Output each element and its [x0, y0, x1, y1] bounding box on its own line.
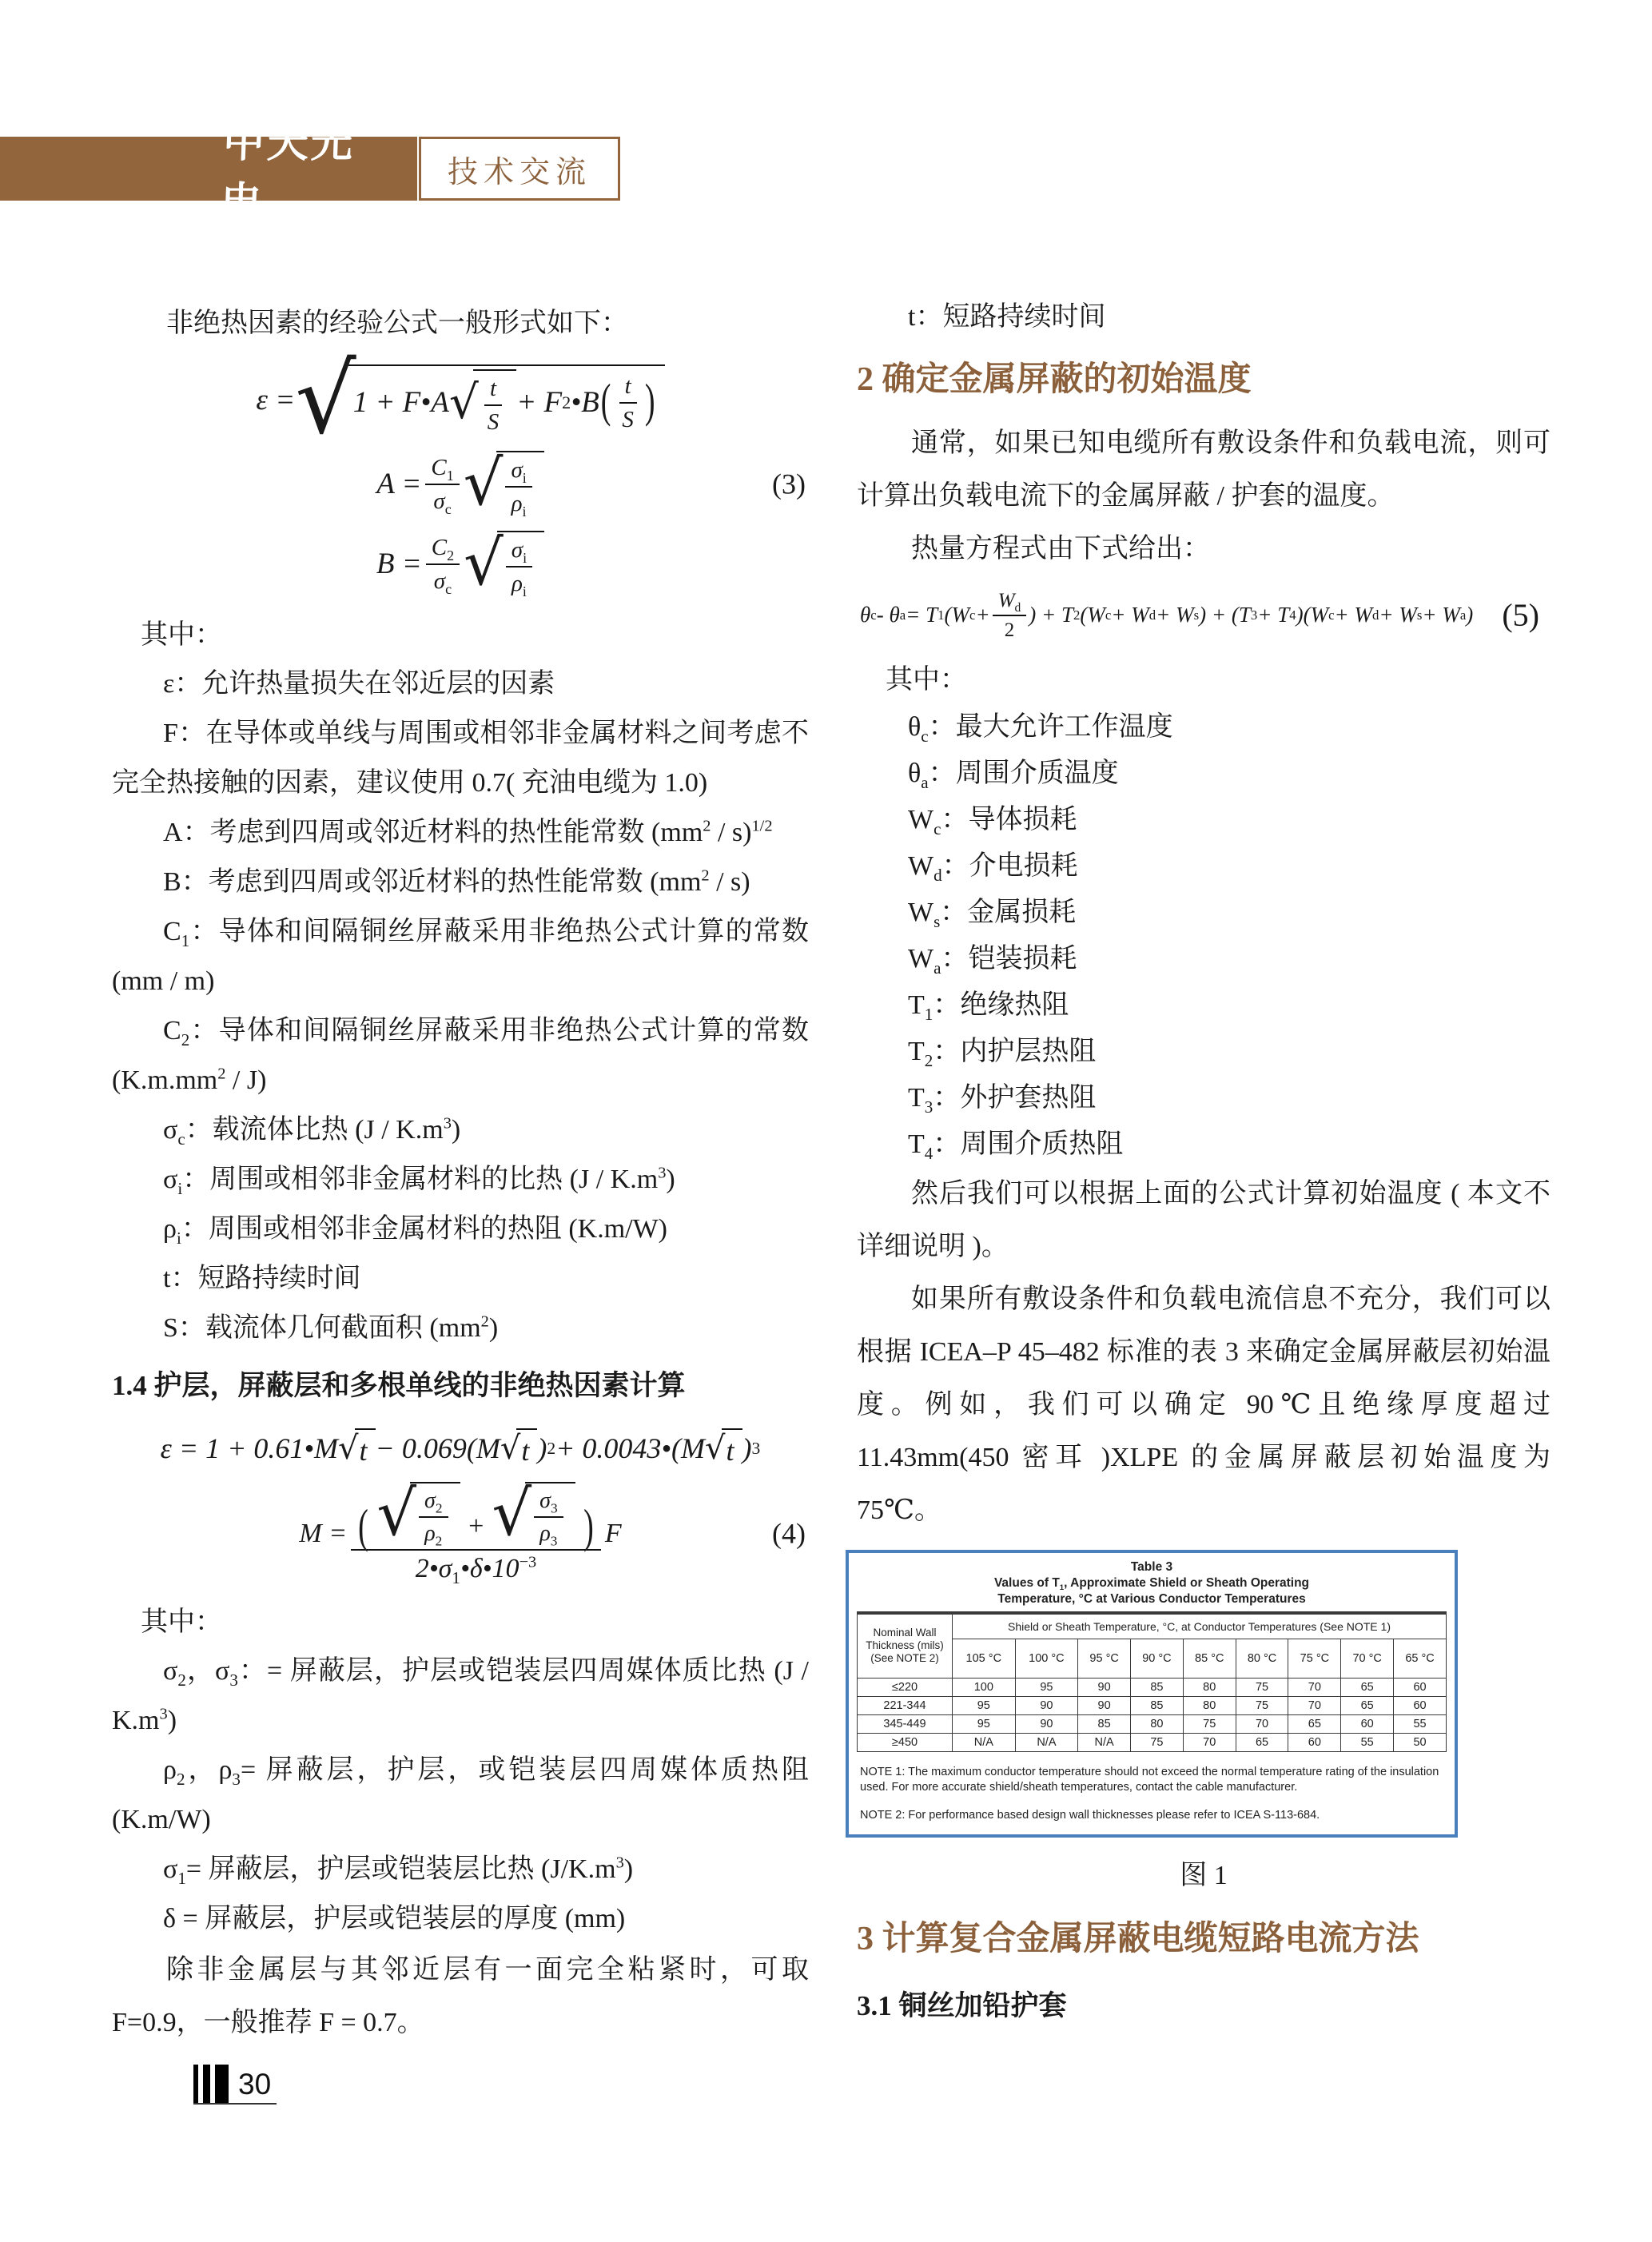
table3-note2: NOTE 2: For performance based design wall thicknesses please refer to ICEA S-113-684.: [860, 1808, 1320, 1822]
table3: [857, 1614, 1447, 1752]
page-marker-bar-icon: [215, 2065, 229, 2103]
section-3-heading: 3 计算复合金属屏蔽电缆短路电流方法: [857, 1920, 1419, 1957]
definition-Ws: $W_s$：金属损耗: [908, 897, 1077, 931]
section-2-heading: 2 确定金属屏蔽的初始温度: [857, 361, 1252, 398]
page-marker-bar-icon: [193, 2065, 198, 2103]
right-column: [857, 294, 1550, 2037]
intro-line: 非绝热因素的经验公式一般形式如下：: [166, 309, 628, 338]
sqrt-icon: √ t: [705, 1428, 742, 1469]
definition-T2: $T_2$：内护层热阻: [908, 1036, 1097, 1070]
equation-3-line-3: B = $\frac{C_2}{\sigma_c}$ √ $\frac{\sigma_i}{\rho_i}$: [112, 531, 809, 599]
definition-F: F：在导体或单线与周围或相邻非金属材料之间考虑不完全热接触的因素，建议使用 0.7( 充油电缆为 1.0): [112, 718, 809, 798]
table3-corner-header: Nominal Wall Thickness (mils) (See NOTE 2): [858, 1614, 953, 1678]
paragraph: 如果所有敷设条件和负载电流信息不充分，我们可以根据 ICEA–P 45–482 标准的表 3 来确定金属屏蔽层初始温度。例如，我们可以确定 90℃且绝缘厚度超过 11.43mm(450 密耳 )XLPE 的金属屏蔽层初始温度为 75℃。: [857, 1284, 1550, 1525]
definition-T1: $T_1$：绝缘热阻: [908, 990, 1069, 1024]
page-number: 30: [238, 2068, 272, 2101]
equation-number: (4): [772, 1517, 806, 1550]
equation-4-line-1: ε = 1 + 0.61•M √ t − 0.069( M √ t ) 2 + 0.0043•( M √ t ) 3: [112, 1428, 809, 1469]
sqrt-icon: √ $\frac{\sigma_2}{\rho_2}$: [376, 1482, 460, 1547]
table3-figure: [846, 1550, 1458, 1838]
table-row: ≥450 N/A N/A N/A 75 70 65 60 55 50: [858, 1733, 1447, 1751]
equation-number: (5): [1502, 597, 1539, 634]
qizhong-label: 其中：: [141, 1607, 222, 1638]
table-row: 221-344 95 90 90 85 80 75 70 65 60: [858, 1696, 1447, 1714]
sqrt-icon: √ $\frac{t}{S}$: [449, 369, 516, 437]
equation-3-line-2: A = $\frac{C_1}{\sigma_c}$ √ $\frac{\sigma_i}{\rho_i}$ (3): [376, 447, 806, 520]
qizhong-label: 其中：: [886, 664, 967, 695]
sqrt-icon: √ $\frac{\sigma_i}{\rho_i}$: [464, 531, 544, 599]
definition-t: t：短路持续时间: [163, 1263, 361, 1293]
equation-number: (3): [772, 468, 806, 500]
definition-T3: $T_3$：外护套热阻: [908, 1082, 1097, 1117]
figure-caption: 图 1: [1180, 1860, 1228, 1890]
brand-logo: 中天光电: [220, 121, 356, 226]
definition-t-continued: t：短路持续时间: [908, 302, 1106, 332]
table3-title-line3: Temperature, °C at Various Conductor Temperatures: [997, 1591, 1306, 1606]
definition-sigma-i: $\sigma_i$：周围或相邻非金属材料的比热 $(J / K.m^3)$: [163, 1164, 675, 1198]
section-1-4-heading: 1.4 护层，屏蔽层和多根单线的非绝热因素计算: [112, 1369, 686, 1401]
definition-C2: $C_2$：导体和间隔铜丝屏蔽采用非绝热公式计算的常数 $(K.m.mm^2 / J)$: [112, 1015, 809, 1095]
table-row: 345-449 95 90 85 80 75 70 65 60 55: [858, 1714, 1447, 1733]
sqrt-icon: √ $\frac{\sigma_3}{\rho_3}$: [492, 1482, 575, 1547]
page-number-rule: [193, 2103, 277, 2105]
sqrt-icon: √ t: [500, 1428, 538, 1469]
equation-3: [112, 344, 809, 600]
definition-theta-a: $\theta_a$：周围介质温度: [908, 758, 1119, 792]
table3-span-header: Shield or Sheath Temperature, °C, at Conductor Temperatures (See NOTE 1): [953, 1614, 1447, 1639]
definition-rho-i: $\rho_i$：周围或相邻非金属材料的热阻 (K.m/W): [163, 1213, 668, 1248]
page-marker-bar-icon: [203, 2065, 210, 2103]
table-row: ≤220 100 95 90 85 80 75 70 65 60: [858, 1678, 1447, 1696]
paragraph: 热量方程式由下式给出：: [911, 534, 1210, 563]
definition-sigma-1: $\sigma_1=$ 屏蔽层，护层或铠装层比热 $(J/K.m^3)$: [163, 1854, 634, 1888]
equation-3-line-1: ε = √ 1 + F•A √ $\frac{t}{S}$ + F 2 •B ( $\frac{t}{S}$ ): [112, 363, 809, 438]
table3-title-line2: Values of $T_1$, Approximate Shield or Sheath Operating: [993, 1575, 1310, 1592]
definition-Wc: $W_c$：导体损耗: [908, 804, 1077, 838]
definition-delta: δ = 屏蔽层，护层或铠装层的厚度 (mm): [163, 1904, 626, 1934]
definition-Wd: $W_d$：介电损耗: [908, 850, 1078, 885]
definition-S: S：载流体几何截面积 $(mm^2)$: [163, 1312, 499, 1343]
definition-A: A：考虑到四周或邻近材料的热性能常数 $(mm^2 / s)^{1/2}$: [163, 817, 773, 847]
equation-4: [112, 1428, 809, 1587]
definition-theta-c: $\theta_c$：最大允许工作温度: [908, 711, 1173, 746]
equation-5: θ c - θ a = T 1 (W c + $\frac{W_d}{2}$ ) + T 2 (W c + W d + W s ) + (T 3 + T 4 )(W c + W d + W s + W a ) (5): [860, 590, 1539, 642]
definition-epsilon: ε：允许热量损失在邻近层的因素: [163, 668, 555, 699]
definition-sigma-23: $\sigma_2$，$\sigma_3$：= 屏蔽层，护层或铠装层四周媒体质比热 $(J / K.m^3)$: [112, 1656, 809, 1736]
paragraph: 然后我们可以根据上面的公式计算初始温度 ( 本文不详细说明 )。: [857, 1178, 1550, 1261]
sqrt-icon: √ 1 + F•A √ $\frac{t}{S}$ + F 2 •B ( $\frac{t}{S}$ ): [295, 363, 664, 438]
sqrt-icon: √ t: [338, 1428, 376, 1469]
closing-paragraph: 除非金属层与其邻近层有一面完全粘紧时，可取 F=0.9，一般推荐 F = 0.7。: [112, 1955, 809, 2038]
qizhong-label: 其中：: [141, 619, 222, 650]
column-tag: 技术交流: [419, 137, 620, 201]
definition-Wa: $W_a$：铠装损耗: [908, 943, 1077, 978]
section-3-1-heading: 3.1 铜丝加铅护套: [857, 1989, 1067, 2021]
page-marker-bars: [193, 2065, 289, 2103]
definition-T4: $T_4$：周围介质热阻: [908, 1129, 1124, 1163]
definition-sigma-c: $\sigma_c$：载流体比热 $(J / K.m^3)$: [163, 1114, 461, 1149]
definition-C1: $C_1$：导体和间隔铜丝屏蔽采用非绝热公式计算的常数 (mm / m): [112, 916, 809, 996]
left-column: [112, 297, 809, 2049]
sqrt-icon: √ $\frac{\sigma_i}{\rho_i}$: [464, 451, 544, 519]
definition-rho-23: $\rho_2$，$\rho_3=$ 屏蔽层，护层，或铠装层四周媒体质热阻 (K.m/W): [112, 1755, 809, 1835]
paragraph: 通常，如果已知电缆所有敷设条件和负载电流，则可计算出负载电流下的金属屏蔽 / 护套的温度。: [857, 428, 1550, 511]
definition-B: B：考虑到四周或邻近材料的热性能常数 $(mm^2 / s)$: [163, 866, 750, 897]
table3-temp-header-row: 105 °C 100 °C 95 °C 90 °C 85 °C 80 °C 75 °C 70 °C 65 °C: [858, 1639, 1447, 1678]
equation-4-line-2: M = ( √ $\frac{\sigma_2}{\rho_2}$ + √ $\frac{\sigma_3}{\rho_3}$ ) $2•\sigma_1•\delta•10^{-3}$ F (4): [299, 1477, 806, 1587]
table3-title-line1: Table 3: [1130, 1559, 1173, 1574]
table3-note1: NOTE 1: The maximum conductor temperature should not exceed the normal temperature rating of the insulation used. For more accurate shield/sheath temperatures, contact the cable manufacturer.: [860, 1765, 1439, 1794]
